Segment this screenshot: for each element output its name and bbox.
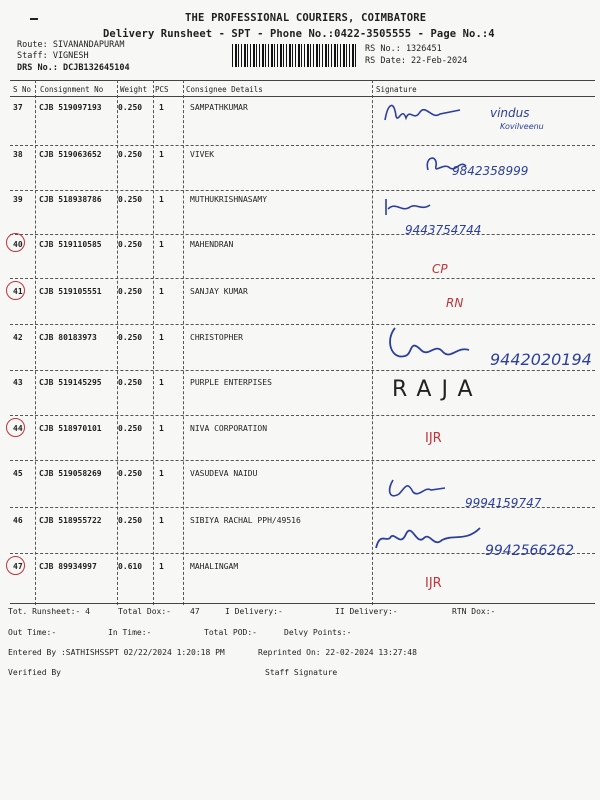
row-sno: 43 [13,378,23,387]
ii-delivery: II Delivery:- [335,607,398,616]
total-pod: Total POD:- [204,628,257,637]
row-sno: 38 [13,150,23,159]
company-name: THE PROFESSIONAL COURIERS, COIMBATORE [185,12,427,24]
total-dox-label: Total Dox:- [118,607,171,616]
in-time: In Time:- [108,628,152,637]
entered-by: Entered By :SATHISHSSPT 02/22/2024 1:20:18 PM [8,648,225,657]
delvy-points: Delvy Points:- [284,628,352,637]
row-weight: 0.610 [118,562,143,571]
row-sno: 40 [13,240,23,249]
row-consignee: PURPLE ENTERPISES [190,378,272,387]
handwritten-phone: 9443754744 [405,223,482,237]
barcode [232,44,357,67]
col-header-consignment: Consignment No [40,85,104,94]
rs-number: RS No.: 1326451 [365,44,442,54]
table-row [0,237,600,283]
route-label: Route: SIVANANDAPURAM [17,40,125,50]
row-pcs: 1 [159,287,164,296]
row-sno: 46 [13,516,23,525]
row-divider [10,460,595,461]
row-sno: 47 [13,562,23,571]
row-sno: 44 [13,424,23,433]
row-consignee: SANJAY KUMAR [190,287,248,296]
tot-runsheet: Tot. Runsheet:- 4 [8,607,90,616]
row-weight: 0.250 [118,150,143,159]
row-weight: 0.250 [118,516,143,525]
row-pcs: 1 [159,103,164,112]
out-time: Out Time:- [8,628,57,637]
signature-scribble [380,98,470,128]
signature-scribble [370,512,500,562]
handwritten-phone: 9994159747 [465,496,542,510]
rs-date: RS Date: 22-Feb-2024 [365,56,468,66]
handwritten-mark: IJR [425,431,442,446]
table-bottom-rule [10,603,595,604]
handwritten-note: vindus [490,106,530,120]
col-header-pcs: PCS [155,85,169,94]
row-pcs: 1 [159,333,164,342]
handwritten-note: Kovilveenu [500,122,544,131]
staff-label: Staff: VIGNESH [17,51,89,61]
row-sno: 39 [13,195,23,204]
handwritten-phone: 9942566262 [485,543,575,559]
rtn-dox: RTN Dox:- [452,607,496,616]
row-pcs: 1 [159,195,164,204]
col-header-consignee: Consignee Details [186,85,263,94]
row-consignment: CJB 80183973 [39,333,97,342]
row-pcs: 1 [159,562,164,571]
row-pcs: 1 [159,378,164,387]
reprinted-on: Reprinted On: 22-02-2024 13:27:48 [258,648,417,657]
col-header-signature: Signature [376,85,417,94]
i-delivery: I Delivery:- [225,607,283,616]
row-consignment: CJB 519058269 [39,469,102,478]
signature-scribble [382,195,442,220]
row-weight: 0.250 [118,424,143,433]
handwritten-phone: 9442020194 [490,350,592,369]
row-consignment: CJB 89934997 [39,562,97,571]
table-row [0,192,600,238]
col-header-weight: Weight [120,85,148,94]
row-divider [10,278,595,279]
handwritten-name: RAJA [392,377,483,402]
signature-scribble [385,320,490,365]
row-consignment: CJB 519105551 [39,287,102,296]
handwritten-mark: RN [446,296,464,310]
row-weight: 0.250 [118,240,143,249]
row-pcs: 1 [159,240,164,249]
red-circle-mark [6,418,25,437]
row-divider [10,190,595,191]
row-sno: 42 [13,333,23,342]
row-consignee: VIVEK [190,150,215,159]
verified-by: Verified By [8,668,61,677]
row-consignee: MAHENDRAN [190,240,234,249]
row-weight: 0.250 [118,469,143,478]
col-header-sno: S No [13,85,32,94]
signature-scribble [385,474,455,504]
row-sno: 41 [13,287,23,296]
row-consignee: SAMPATHKUMAR [190,103,248,112]
red-circle-mark [6,281,25,300]
row-consignment: CJB 519145295 [39,378,102,387]
table-header-rule [10,96,595,97]
row-pcs: 1 [159,516,164,525]
row-consignment: CJB 518970101 [39,424,102,433]
row-weight: 0.250 [118,103,143,112]
red-circle-mark [6,556,25,575]
drs-number: DRS No.: DCJB132645104 [17,63,130,73]
row-divider [10,370,595,371]
row-weight: 0.250 [118,378,143,387]
row-weight: 0.250 [118,333,143,342]
row-consignee: NIVA CORPORATION [190,424,268,433]
row-consignee: CHRISTOPHER [190,333,243,342]
runsheet-title: Delivery Runsheet - SPT - Phone No.:0422-3505555 - Page No.:4 [103,28,495,40]
row-sno: 45 [13,469,23,478]
row-consignment: CJB 519110585 [39,240,102,249]
staff-signature: Staff Signature [265,668,338,677]
row-consignment: CJB 519097193 [39,103,102,112]
row-consignee: SIBIYA RACHAL PPH/49516 [190,516,301,525]
row-pcs: 1 [159,424,164,433]
row-consignee: MAHALINGAM [190,562,239,571]
row-divider [10,145,595,146]
row-consignment: CJB 518955722 [39,516,102,525]
row-divider [10,324,595,325]
table-row [0,559,600,605]
row-consignee: VASUDEVA NAIDU [190,469,258,478]
row-consignment: CJB 519063652 [39,150,102,159]
row-pcs: 1 [159,469,164,478]
row-consignment: CJB 518938786 [39,195,102,204]
handwritten-mark: IJR [425,576,442,591]
handwritten-mark: CP [432,262,448,276]
row-divider [10,234,595,235]
red-circle-mark [6,233,25,252]
row-consignee: MUTHUKRISHNASAMY [190,195,268,204]
row-divider [10,415,595,416]
handwritten-phone: 9842358999 [452,164,529,178]
total-dox-value: 47 [190,607,200,616]
table-top-rule [10,80,595,81]
row-pcs: 1 [159,150,164,159]
row-weight: 0.250 [118,195,143,204]
row-weight: 0.250 [118,287,143,296]
punch-mark [30,18,38,20]
row-sno: 37 [13,103,23,112]
